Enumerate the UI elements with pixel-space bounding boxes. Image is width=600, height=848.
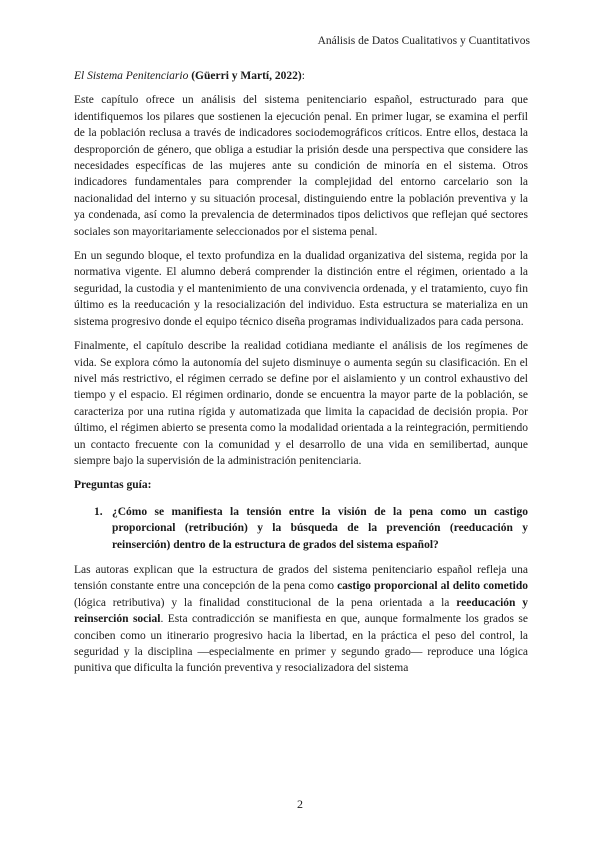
answer-paragraph bbox=[74, 562, 528, 677]
answer-text-1: Las autoras explican que la estructura de grados del sistema penitenciario español refleja una tensión constante entre una concepción de la pena como bbox=[74, 563, 528, 593]
page-number: 2 bbox=[297, 797, 303, 811]
intro-colon: : bbox=[301, 70, 305, 82]
answer-text-3: . Esta contradicción se manifiesta en que, aunque formalmente los grados se conciben como un itinerario progresivo hacia la libertad, en la práctica el peso del control, la seguridad y la disciplina —especialmente en primer y segundo grado— reproduce una lógica punitiva que dificulta la función preventiva y resocializadora del sistema bbox=[74, 613, 529, 675]
paragraph-3: Finalmente, el capítulo describe la realidad cotidiana mediante el análisis de los regímenes de vida. Se explora cómo la autonomía del sujeto disminuye o aumenta según su clasificación. En el nivel más restrictivo, el régimen cerrado se define por el aislamiento y un control exhaustivo del tiempo y el espacio. El régimen ordinario, donde se encuentra la mayor parte de la población, se caracteriza por una rutina rígida y automatizada que limita la capacidad de decisión propia. Por último, el régimen abierto se presenta como la modalidad orientada a la reintegración, permitiendo un contacto frecuente con la comunidad y el desarrollo de una vida en semilibertad, aunque siempre bajo la supervisión de la administración penitenciaria. bbox=[74, 340, 528, 467]
question-text: ¿Cómo se manifiesta la tensión entre la visión de la pena como un castigo proporcional (retribución) y la búsqueda de la prevención (reeducación y reinserción) dentro de la estructura de grados del sistema español? bbox=[112, 505, 528, 551]
question-number: 1. bbox=[94, 505, 103, 518]
answer-text-2: (lógica retributiva) y la finalidad constitucional de la pena orientada a la bbox=[74, 596, 457, 609]
book-title: El Sistema Penitenciario bbox=[74, 70, 189, 82]
intro-line bbox=[74, 68, 528, 84]
guide-question bbox=[74, 504, 528, 553]
answer-bold-1: castigo proporcional al delito cometido bbox=[337, 580, 529, 593]
running-header: Análisis de Datos Cualitativos y Cuantitativos bbox=[317, 35, 530, 47]
citation: (Güerri y Martí, 2022) bbox=[191, 70, 302, 82]
paragraph-2: En un segundo bloque, el texto profundiza en la dualidad organizativa del sistema, regida por la normativa vigente. El alumno deberá comprender la distinción entre el régimen, orientado a la seguridad, la custodia y el mantenimiento de una convivencia ordenada, y el tratamiento, cuyo fin último es la reeducación y la resocialización del individuo. Esta estructura se materializa en un sistema progresivo donde el equipo técnico diseña programas individualizados para cada persona. bbox=[74, 250, 528, 328]
page-body bbox=[74, 68, 528, 685]
guide-questions-heading: Preguntas guía: bbox=[74, 479, 152, 492]
answer-bold-2: reeducación y reinserción social bbox=[74, 596, 529, 626]
paragraph-1: Este capítulo ofrece un análisis del sistema penitenciario español, estructurado para que identifiquemos los pilares que sostienen la ejecución penal. En primer lugar, se examina el perfil de la población reclusa a través de indicadores sociodemográficos críticos. Entre ellos, destaca la desproporción de género, que obliga a estudiar la prisión desde una perspectiva que considere las necesidades específicas de las mujeres ante su condición de minoría en el sistema. Otros indicadores fundamentales para comprender la complejidad del entorno carcelario son la nacionalidad del interno y su situación procesal, distinguiendo entre la población preventiva y la ya condenada, así como la prevalencia de determinados tipos delictivos que reflejan qué sectores sociales son mayoritariamente seleccionados por el sistema penal. bbox=[74, 94, 528, 238]
